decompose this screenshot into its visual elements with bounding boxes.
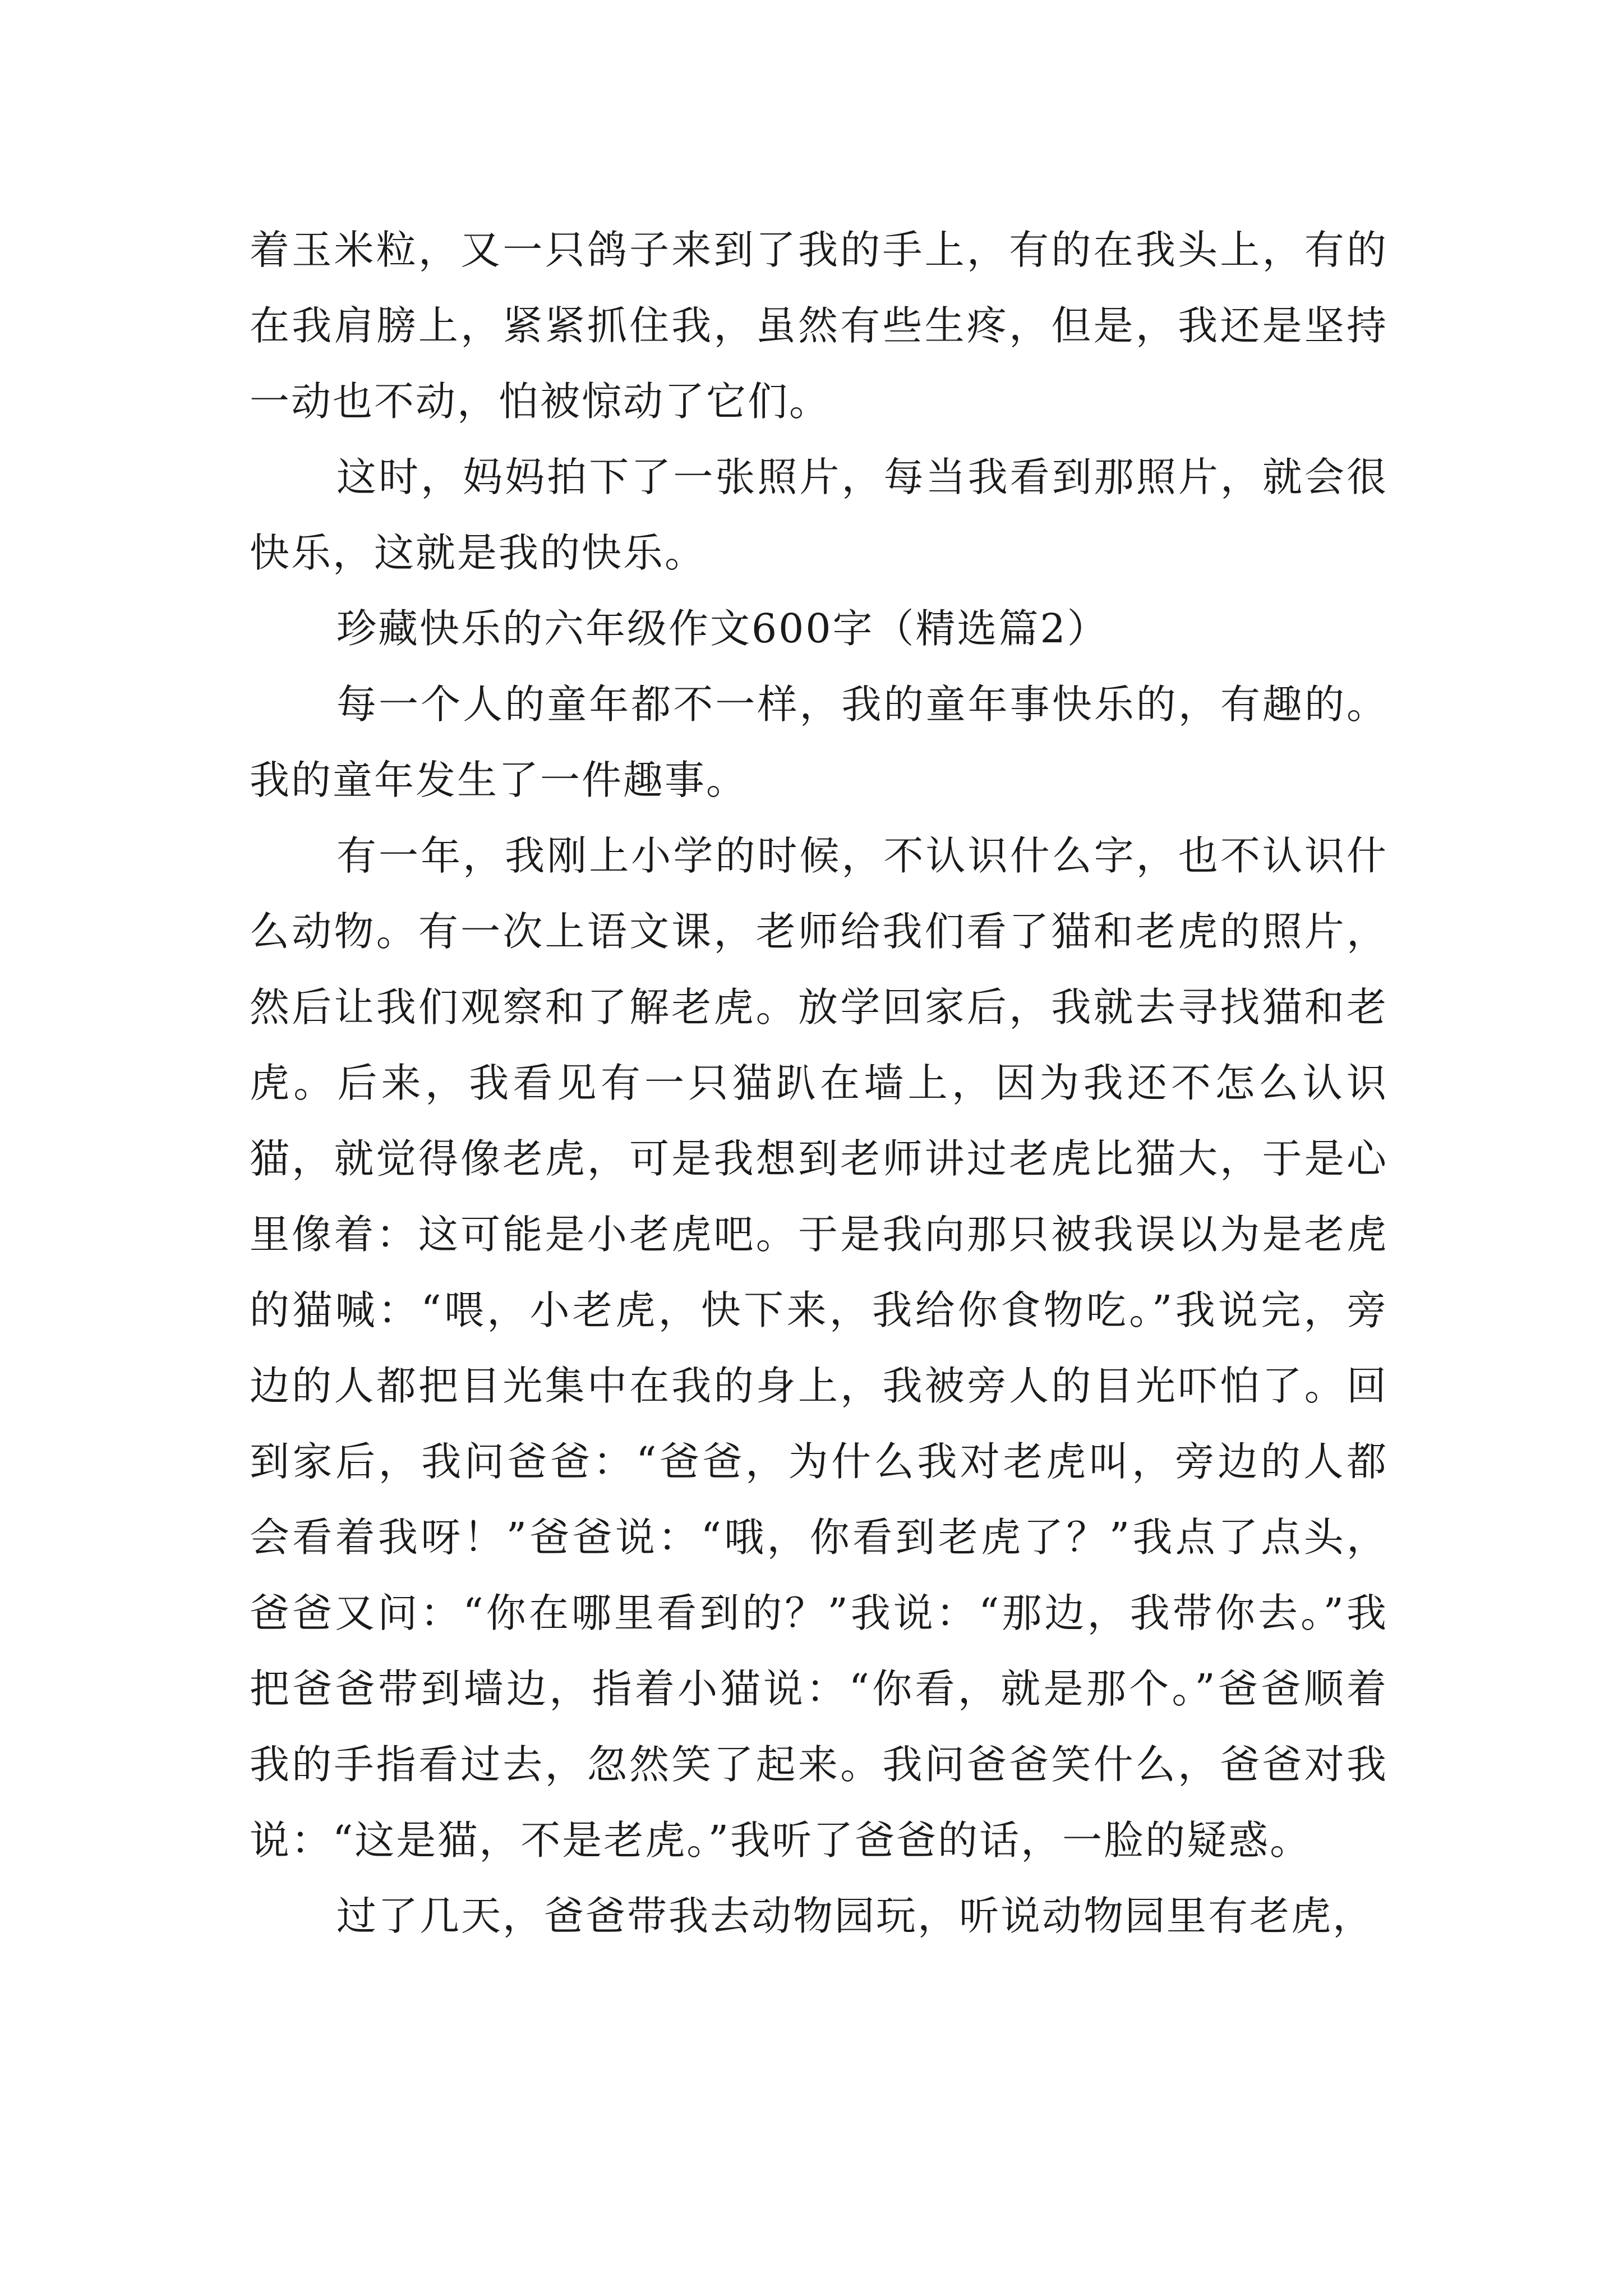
paragraph-intro: 每一个人的童年都不一样，我的童年事快乐的，有趣的。我的童年发生了一件趣事。 <box>250 681 1388 803</box>
essay-body <box>250 212 1388 1954</box>
paragraph-continuation: 着玉米粒，又一只鸽子来到了我的手上，有的在我头上，有的在我肩膀上，紧紧抓住我，虽然有些生疼，但是，我还是坚持一动也不动，怕被惊动了它们。 <box>250 227 1388 425</box>
section-title: 珍藏快乐的六年级作文600字（精选篇2） <box>336 605 1109 652</box>
paragraph-photo: 这时，妈妈拍下了一张照片，每当我看到那照片，就会很快乐，这就是我的快乐。 <box>250 454 1388 576</box>
paragraph-zoo: 过了几天，爸爸带我去动物园玩，听说动物园里有老虎， <box>336 1893 1375 1939</box>
paragraph-story: 有一年，我刚上小学的时候，不认识什么字，也不认识什么动物。有一次上语文课，老师给我们看了猫和老虎的照片，然后让我们观察和了解老虎。放学回家后，我就去寻找猫和老虎。后来，我看见有一只猫趴在墙上，因为我还不怎么认识猫，就觉得像老虎，可是我想到老师讲过老虎比猫大，于是心里像着：这可能是小老虎吧。于是我向那只被我误以为是老虎的猫喊：“喂，小老虎，快下来，我给你食物吃。”我说完，旁边的人都把目光集中在我的身上，我被旁人的目光吓怕了。回到家后，我问爸爸：“爸爸，为什么我对老虎叫，旁边的人都会看着我呀！”爸爸说：“哦，你看到老虎了？”我点了点头，爸爸又问：“你在哪里看到的？”我说：“那边，我带你去。”我把爸爸带到墙边，指着小猫说：“你看，就是那个。”爸爸顺着我的手指看过去，忽然笑了起来。我问爸爸笑什么，爸爸对我说：“这是猫，不是老虎。”我听了爸爸的话，一脸的疑惑。 <box>250 832 1388 1864</box>
